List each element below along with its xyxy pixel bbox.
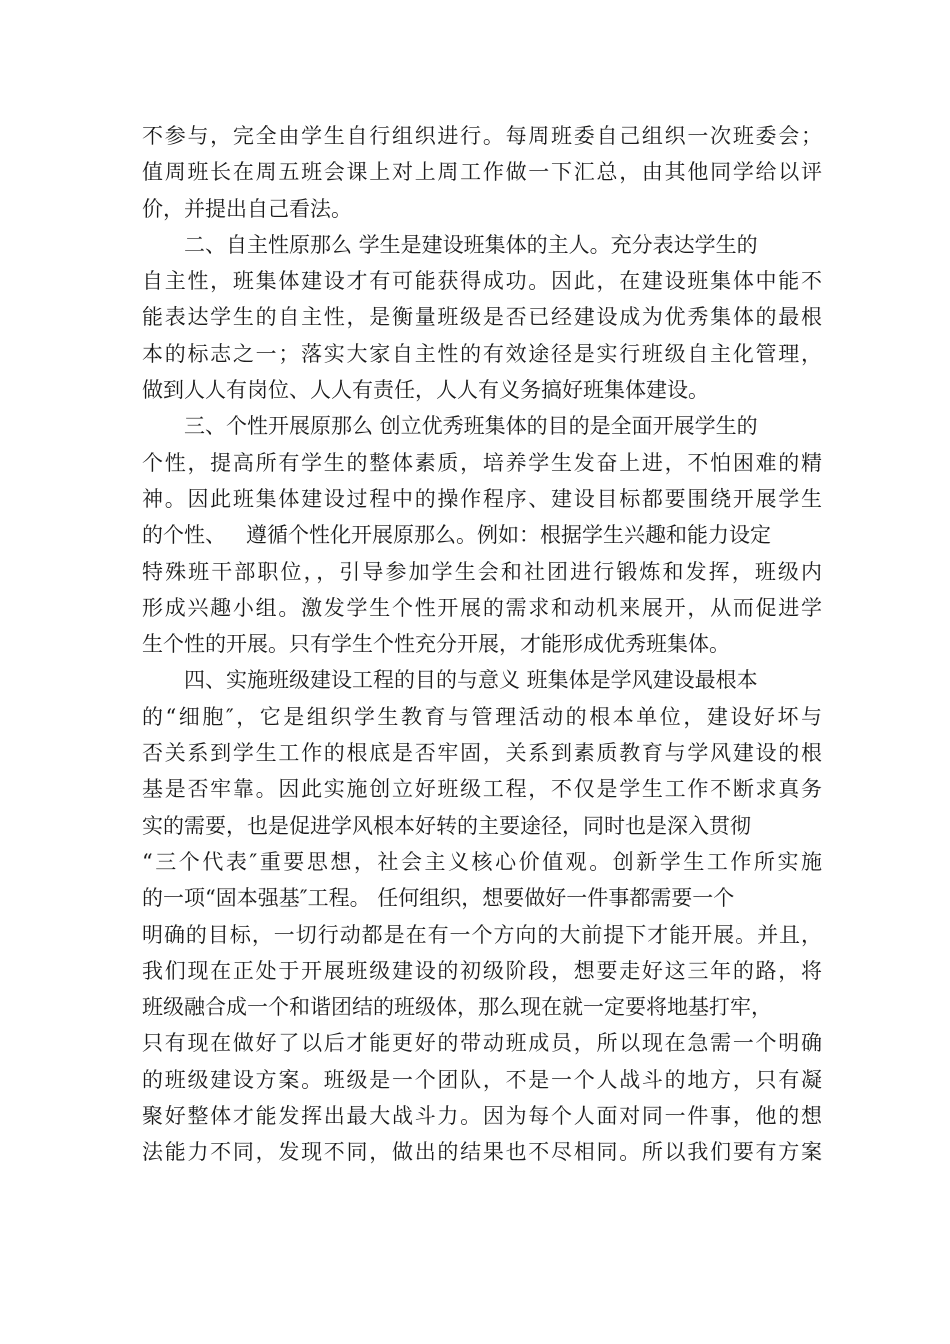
text-line: 四、实施班级建设工程的目的与意义 班集体是学风建设最根本 bbox=[184, 668, 758, 693]
text-line: 我们现在正处于开展班级建设的初级阶段，想要走好这三年的路，将 bbox=[142, 958, 822, 983]
text-line: 的一项“固本强基″工程。 任何组织，想要做好一件事都需要一个 bbox=[142, 886, 735, 911]
text-line: 实的需要，也是促进学风根本好转的主要途径，同时也是深入贯彻 bbox=[142, 813, 751, 838]
text-line: 基是否牢靠。因此实施创立好班级工程，不仅是学生工作不断求真务 bbox=[142, 777, 822, 802]
text-line: 做到人人有岗位、人人有责任，人人有义务搞好班集体建设。 bbox=[142, 378, 709, 403]
text-line: 只有现在做好了以后才能更好的带动班成员，所以现在急需一个明确 bbox=[142, 1031, 822, 1056]
text-line: 形成兴趣小组。激发学生个性开展的需求和动机来展开，从而促进学 bbox=[142, 595, 822, 620]
text-line: 神。因此班集体建设过程中的操作程序、建设目标都要围绕开展学生 bbox=[142, 486, 822, 511]
text-line: 不参与，完全由学生自行组织进行。每周班委自己组织一次班委会； bbox=[142, 124, 822, 148]
text-line: 能表达学生的自主性，是衡量班级是否已经建设成为优秀集体的最根 bbox=[142, 305, 822, 330]
text-line: 生个性的开展。只有学生个性充分开展，才能形成优秀班集体。 bbox=[142, 632, 730, 657]
text-line: 个性，提高所有学生的整体素质，培养学生发奋上进，不怕困难的精 bbox=[142, 450, 822, 475]
text-line: 本的标志之一；落实大家自主性的有效途径是实行班级自主化管理， bbox=[142, 341, 822, 366]
text-line: 班级融合成一个和谐团结的班级体，那么现在就一定要将地基打牢， bbox=[142, 995, 772, 1020]
text-line: 值周班长在周五班会课上对上周工作做一下汇总，由其他同学给以评 bbox=[142, 160, 822, 185]
text-line: 三、个性开展原那么 创立优秀班集体的目的是全面开展学生的 bbox=[184, 414, 758, 439]
text-line: 聚好整体才能发挥出最大战斗力。因为每个人面对同一件事，他的想 bbox=[142, 1104, 822, 1129]
text-line: “三个代表″重要思想，社会主义核心价值观。创新学生工作所实施 bbox=[142, 849, 822, 874]
text-line: 特殊班干部职位，，引导参加学生会和社团进行锻炼和发挥，班级内 bbox=[142, 559, 822, 584]
text-line: 法能力不同，发现不同，做出的结果也不尽相同。所以我们要有方案 bbox=[142, 1140, 822, 1165]
text-line: 的“细胞″，它是组织学生教育与管理活动的根本单位，建设好坏与 bbox=[142, 704, 822, 729]
document-body-text bbox=[142, 118, 822, 1171]
text-line: 价，并提出自己看法。 bbox=[142, 196, 352, 221]
text-line: 的个性、 遵循个性化开展原那么。例如：根据学生兴趣和能力设定 bbox=[142, 523, 772, 548]
text-line: 二、自主性原那么 学生是建设班集体的主人。充分表达学生的 bbox=[184, 232, 758, 257]
text-line: 自主性，班集体建设才有可能获得成功。因此，在建设班集体中能不 bbox=[142, 269, 822, 294]
text-line: 否关系到学生工作的根底是否牢固，关系到素质教育与学风建设的根 bbox=[142, 741, 822, 766]
text-line: 的班级建设方案。班级是一个团队，不是一个人战斗的地方，只有凝 bbox=[142, 1067, 822, 1092]
text-line: 明确的目标，一切行动都是在有一个方向的大前提下才能开展。并且， bbox=[142, 922, 822, 947]
